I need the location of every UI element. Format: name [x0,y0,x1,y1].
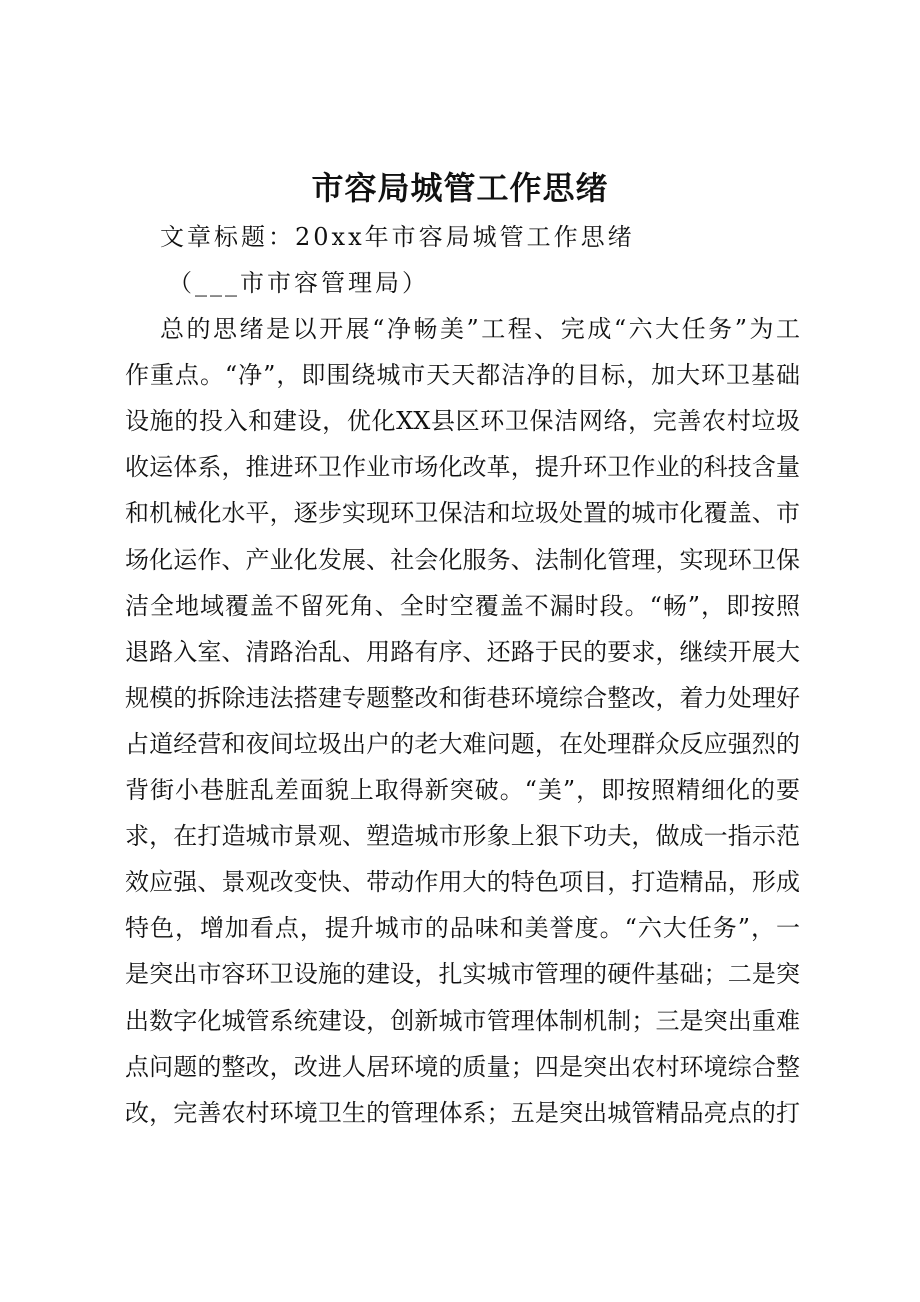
paragraph-line: 是突出市容环卫设施的建设，扎实城市管理的硬件基础；二是突 [125,960,800,989]
paragraph-line: 特色，增加看点，提升城市的品味和美誉度。“六大任务”，一 [125,914,800,943]
paragraph-line: 规模的拆除违法搭建专题整改和街巷环境综合整改，着力处理好 [125,683,800,712]
paragraph-line: 收运体系，推进环卫作业市场化改革，提升环卫作业的科技含量 [125,453,800,482]
paragraph-line: 和机械化水平，逐步实现环卫保洁和垃圾处置的城市化覆盖、市 [125,499,800,528]
document-title: 市容局城管工作思绪 [311,169,609,207]
paragraph-line: 背街小巷脏乱差面貌上取得新突破。“美”，即按照精细化的要 [125,776,800,804]
paragraph-line: 作重点。“净”，即围绕城市天天都洁净的目标，加大环卫基础 [125,361,800,390]
paragraph-line: 求，在打造城市景观、塑造城市形象上狠下功夫，做成一指示范 [125,822,800,851]
author-line: （___市市容管理局） [168,269,429,297]
paragraph-line: 场化运作、产业化发展、社会化服务、法制化管理，实现环卫保 [125,545,800,574]
paragraph-line: 点问题的整改，改进人居环境的质量；四是突出农村环境综合整 [125,1052,800,1081]
paragraph-line: 设施的投入和建设，优化XX县区环卫保洁网络，完善农村垃圾 [125,407,800,436]
article-title-line: 文章标题：20xx年市容局城管工作思绪 [160,223,635,251]
paragraph-line: 出数字化城管系统建设，创新城市管理体制机制；三是突出重难 [125,1006,800,1035]
paragraph-line: 效应强、景观改变快、带动作用大的特色项目，打造精品，形成 [125,868,800,897]
paragraph-line: 改，完善农村环境卫生的管理体系；五是突出城管精品亮点的打 [125,1098,800,1127]
paragraph-line: 总的思绪是以开展“净畅美”工程、完成“六大任务”为工 [160,315,800,343]
paragraph-line: 退路入室、清路治乱、用路有序、还路于民的要求，继续开展大 [125,637,800,666]
paragraph-line: 洁全地域覆盖不留死角、全时空覆盖不漏时段。“畅”，即按照 [125,591,800,620]
paragraph-line: 占道经营和夜间垃圾出户的老大难问题，在处理群众反应强烈的 [125,729,800,758]
